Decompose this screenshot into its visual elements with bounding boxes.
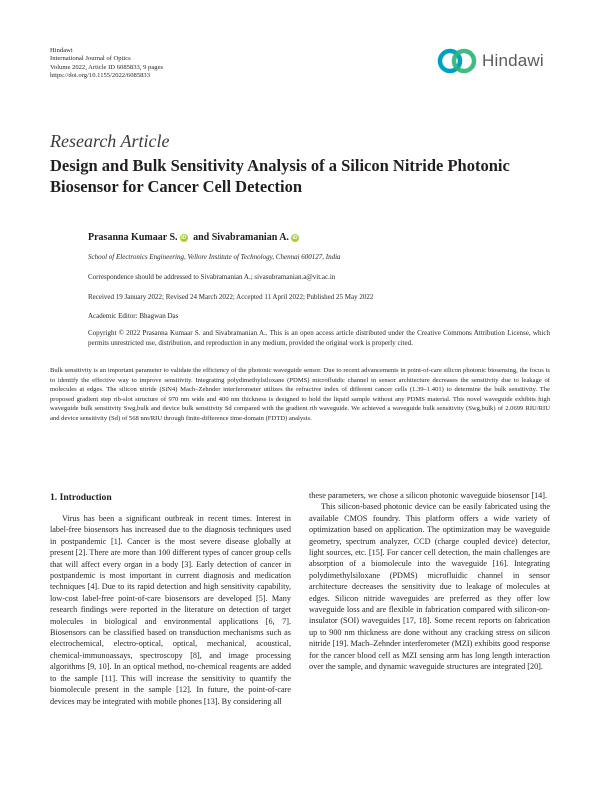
section-heading-introduction: 1. Introduction: [50, 492, 112, 503]
affiliation: School of Electronics Engineering, Vellore Institute of Technology, Chennai 600127, India: [88, 253, 341, 261]
publisher-name: Hindawi: [50, 47, 73, 54]
orcid-icon[interactable]: iD: [181, 235, 187, 241]
article-title: Design and Bulk Sensitivity Analysis of a Silicon Nitride Photonic Biosensor for Cancer Cell Detection: [50, 156, 510, 196]
paragraph: these parameters, we chose a silicon photonic waveguide biosensor [14].: [309, 491, 548, 500]
hindawi-logo: [437, 48, 557, 78]
abstract: Bulk sensitivity is an important parameter to validate the efficiency of the photonic waveguide sensor. Due to recent advancements in point-of-care silicon photonic biosensing, the focus is to identify the effective way to improve sensitivity. Integrating polydimethylsiloxane (PDMS) microfluidic channel in sensor architecture decreases the sensitivity due to leakage of molecules at edges. The silicon nitride (SiN4) Mach–Zehnder interferometer utilizes the refractive index of different cancer cells (1.39–1.401) to determine the bulk sensitivity. The proposed gradient step rib-slot structure of 970 nm wide and 400 nm thickness is designed to hold the liquid sample without any PDMS material. This novel waveguide exhibits high waveguide bulk sensitivity Swg,bulk and device bulk sensitivity Sd compared with the gradient rib waveguide. We achieved a waveguide bulk sensitivity (Swg,bulk) of 2.0699 RIU/RIU and device sensitivity (Sd) of 568 nm/RIU through finite-difference time-domain (FDTD) analysis.: [50, 367, 550, 422]
body-column-left: Virus has been a significant outbreak in recent times. Interest in label-free biosensors has increased due to the diagnosis techniques used in postpandemic [1]. Cancer is the most severe disease globally at present [2]. There are more than 100 different types of cancer group cells that will affect every organ in a body [3]. Early detection of cancer in postpandemic is most important in current diagnosis and medication techniques [4]. Due to its rapid detection and high sensitivity capability, low-cost label-free point-of-care biosensors are developed [5]. Many research findings were reported in the literature on detection of target molecules in biological and environmental applications [6, 7]. Biosensors can be classified based on transduction mechanisms such as electrochemical, electro-optical, optical, mechanical, acoustical, chemical-immunoassays, spectroscopy [8], and image processing algorithms [9, 10]. In an optical method, no-chemical reagents are added to the sample [11]. This will increase the sensitivity to quantify the biomolecule present in the sample [12]. In future, the point-of-care devices may be integrated with mobile phones [13]. By considering all: [50, 514, 291, 706]
body-column-right: [309, 490, 550, 673]
author-second[interactable]: Sivabramanian A.: [211, 232, 289, 243]
article-type: Research Article: [50, 131, 170, 151]
academic-editor: Academic Editor: Bhagwan Das: [88, 312, 179, 320]
logo-wordmark: Hindawi: [482, 51, 544, 70]
publication-dates: Received 19 January 2022; Revised 24 March 2022; Accepted 11 April 2022; Published 25 May 2022: [88, 293, 374, 301]
author-connector: and: [193, 232, 210, 243]
doi-link[interactable]: https://doi.org/10.1155/2022/6085833: [50, 72, 151, 80]
correspondence: Correspondence should be addressed to Sivabramanian A.; sivasubramanian.a@vit.ac.in: [88, 273, 336, 281]
volume-line: Volume 2022, Article ID 6085833, 9 pages: [50, 63, 164, 71]
journal-info: [50, 47, 163, 81]
author-list: [88, 232, 302, 243]
orcid-icon[interactable]: iD: [292, 235, 298, 241]
journal-name: International Journal of Optics: [50, 55, 131, 63]
paragraph: This silicon-based photonic device can be easily fabricated using the available CMOS foundry. This platform offers a wide variety of optimization based on application. The optimization may be waveguide geometry, spectrum analyzer, CCD (charge coupled device) detector, light sources, etc. [15]. For cancer cell detection, the main challenges are absorption of a biomolecule into the waveguide [16]. Integrating polydimethylsiloxane (PDMS) microfluidic channel in sensor architecture decreases the sensitivity due to leakage of molecules at edges. Silicon nitride waveguides are preferred as they offer low waveguide loss and are flexible in fabrication compared with silicon-on-insulator (SOI) waveguides [17, 18]. Some recent reports on fabrication up to 900 nm thickness are done without any cracking stress on silicon nitride [19]. Mach–Zehnder interferometer (MZI) exhibits good response for the cancer blood cell as MZI sensing arm has long length interaction over the sample, and dynamic waveguide structures are integrated [20].: [309, 502, 550, 672]
logo-rings-icon: [437, 48, 479, 74]
copyright-notice: Copyright © 2022 Prasanna Kumaar S. and Sivabramanian A.. This is an open access article distributed under the Creative Commons Attribution License, which permits unrestricted use, distribution, and reproduction in any medium, provided the original work is properly cited.: [88, 329, 550, 347]
author-first[interactable]: Prasanna Kumaar S.: [88, 232, 178, 243]
